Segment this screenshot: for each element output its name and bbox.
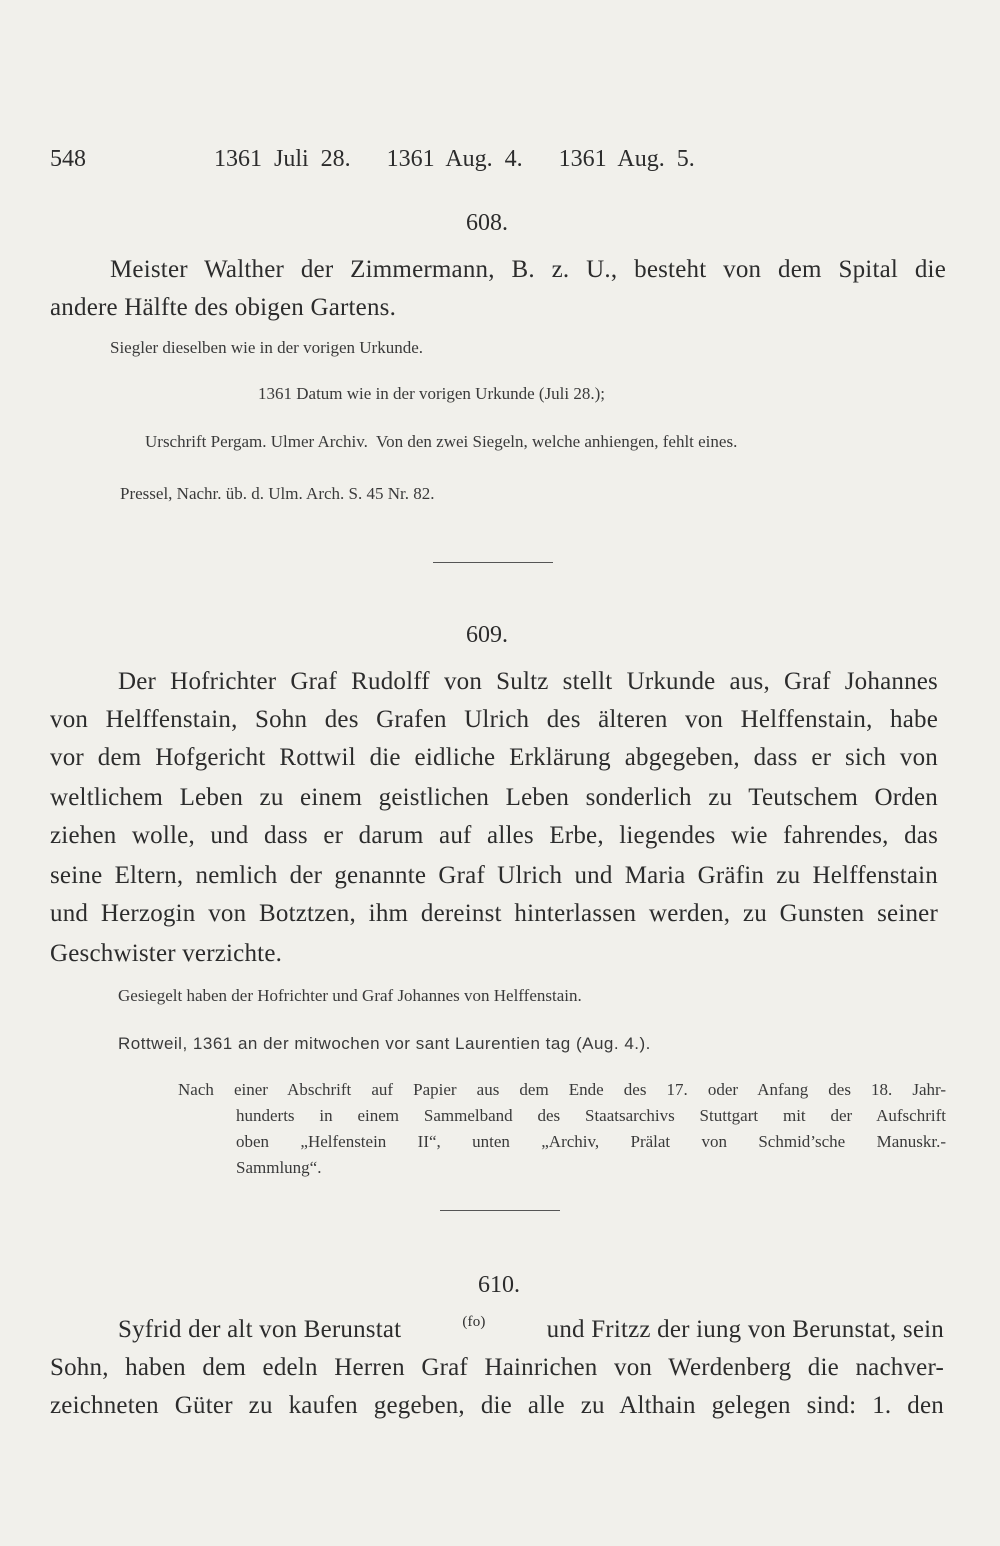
- doc608-datum: 1361 Datum wie in der vorigen Urkunde (Juli 28.);: [258, 384, 606, 403]
- doc610-text-line: zeichneten Güter zu kaufen gegeben, die alle zu Althain gelegen sind: 1. den: [50, 1392, 944, 1419]
- doc610-text-line: Sohn, haben dem edeln Herren Graf Hainrichen von Werdenberg die nachver-: [50, 1354, 944, 1381]
- doc610-text-line: [118, 1316, 944, 1344]
- section-divider: [440, 1210, 560, 1211]
- doc609-gesiegelt: Gesiegelt haben der Hofrichter und Graf Johannes von Helffenstain.: [118, 986, 582, 1005]
- doc610-line1-start: Syfrid der alt von Berunstat: [118, 1316, 402, 1343]
- doc609-note-line: oben „Helfenstein II“, unten „Archiv, Prälat von Schmid’sche Manuskr.-: [236, 1132, 946, 1151]
- doc609-text-line: und Herzogin von Botztzen, ihm dereinst hinterlassen werden, zu Gunsten seiner: [50, 900, 938, 927]
- footnote-marker: (fo): [462, 1314, 486, 1330]
- doc608-text-line: andere Hälfte des obigen Gartens.: [50, 294, 397, 321]
- doc609-note-line: Nach einer Abschrift auf Papier aus dem Ende des 17. oder Anfang des 18. Jahr-: [178, 1080, 946, 1099]
- document-number-610: 610.: [478, 1272, 520, 1298]
- doc608-siegler: Siegler dieselben wie in der vorigen Urkunde.: [110, 338, 423, 357]
- doc610-line1-end: und Fritzz der iung von Berunstat, sein: [546, 1316, 944, 1343]
- page-header-dates: 1361 Juli 28. 1361 Aug. 4. 1361 Aug. 5.: [214, 146, 695, 172]
- document-number-609: 609.: [466, 622, 508, 648]
- doc609-note-line: hunderts in einem Sammelband des Staatsarchivs Stuttgart mit der Aufschrift: [236, 1106, 946, 1125]
- doc609-text-line: Geschwister verzichte.: [50, 940, 283, 967]
- section-divider: [433, 562, 553, 563]
- doc609-text-line: vor dem Hofgericht Rottwil die eidliche Erklärung abgegeben, dass er sich von: [50, 744, 938, 771]
- doc608-text-line: Meister Walther der Zimmermann, B. z. U., besteht von dem Spital die: [110, 256, 946, 283]
- doc609-text-line: weltlichem Leben zu einem geistlichen Leben sonderlich zu Teutschem Orden: [50, 784, 938, 811]
- doc609-text-line: ziehen wolle, und dass er darum auf alles Erbe, liegendes wie fahrendes, das: [50, 822, 938, 849]
- page-number: 548: [50, 146, 86, 172]
- doc609-text-line: von Helffenstain, Sohn des Grafen Ulrich des älteren von Helffenstain, habe: [50, 706, 938, 733]
- doc609-text-line: Der Hofrichter Graf Rudolff von Sultz stellt Urkunde aus, Graf Johannes: [118, 668, 938, 695]
- doc608-urschrift: Urschrift Pergam. Ulmer Archiv. Von den zwei Siegeln, welche anhiengen, fehlt eines.: [145, 432, 738, 451]
- doc609-text-line: seine Eltern, nemlich der genannte Graf Ulrich und Maria Gräfin zu Helffenstain: [50, 862, 938, 889]
- doc609-note-line: Sammlung“.: [236, 1158, 322, 1177]
- doc609-rottweil-date: Rottweil, 1361 an der mitwochen vor sant Laurentien tag (Aug. 4.).: [118, 1034, 651, 1053]
- doc608-pressel: Pressel, Nachr. üb. d. Ulm. Arch. S. 45 Nr. 82.: [120, 484, 435, 503]
- document-number-608: 608.: [466, 210, 508, 236]
